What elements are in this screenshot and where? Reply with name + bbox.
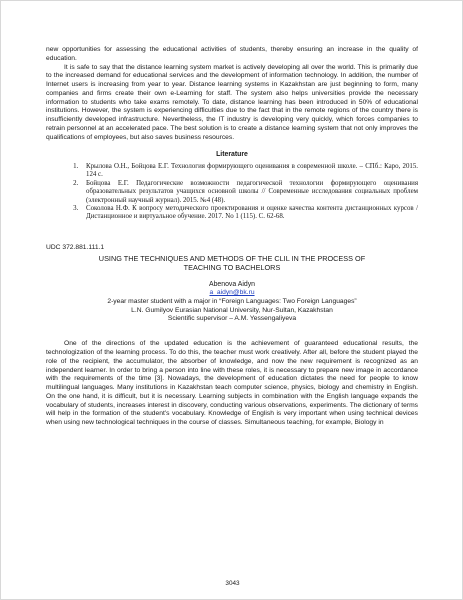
- affiliation-line: L.N. Gumilyov Eurasian National University, Nur-Sultan, Kazakhstan: [131, 306, 333, 314]
- reference-list: [46, 163, 418, 222]
- paragraph-continuation: new opportunities for assessing the educational activities of students, thereby ensuring an increase in the quality of education.: [46, 46, 418, 62]
- literature-heading: Literature: [216, 151, 248, 159]
- page-content: [46, 46, 418, 428]
- article-title-line: TEACHING TO BACHELORS: [183, 262, 281, 272]
- author-name: Abenova Aidyn: [209, 280, 255, 288]
- udc-code: UDC 372.881.111.1: [46, 243, 105, 251]
- reference-item: 1. Крылова О.Н., Бойцова Е.Г. Технология формирующего оценивания в современной школе. – СПб.: Каро, 2015. 124 с.: [80, 163, 418, 180]
- paragraph-distance-learning: It is safe to say that the distance learning system market is actively developing all over the world. This is primarily due to the increased demand for educational services and the development of information technology. In addition, the number of Internet users is increasing from year to year. Distance learning systems in Kazakhstan are just beginning to form, many companies and firms create their own e-Learning for staff. The system also helps universities provide the necessary information to students who take exams remotely. To date, distance learning has been introduced in 50% of educational institutions. However, the system is experiencing difficulties due to the fact that in the remote regions of the country there is insufficiently developed infrastructure. Nevertheless, the IT industry is developing very quickly, which forces companies to retrain personnel at an accelerated pace. The best solution is to create a distance learning system that not only improves the qualifications of employees, but also saves business resources.: [46, 63, 418, 141]
- supervisor-line: Scientific supervisor – A.M. Yessengaliyeva: [167, 314, 297, 322]
- author-affiliation: [46, 298, 418, 323]
- article-title-line: USING THE TECHNIQUES AND METHODS OF THE CLIL IN THE PROCESS OF: [98, 253, 366, 263]
- reference-item: 3. Соколова Н.Ф. К вопросу методического проектирования и оценке качества контента дистанционных курсов / Дистанционное и виртуальное обучение. 2017. No 1 (115). С. 62-68.: [80, 205, 418, 222]
- article-body-paragraph: One of the directions of the updated education is the achievement of guaranteed educational results, the technologization of the learning process. To do this, the teacher must work creatively. After all, before the student played the role of the recipient, the accumulator, the absorber of knowledge, and now the new requirement is recognized as an independent learner. In order to bring a person into line with these roles, it is necessary to prepare new image in accordance with the requirements of the time [3]. Nowadays, the development of education dictates the need for people to know multilingual languages. Many institutions in Kazakhstan teach computer science, physics, biology and chemistry in English. On the one hand, it is difficult, but it is necessary. Learning subjects in combination with the English language expands the vocabulary of students, increases interest in discovery, conducting various observations, experiments. The dictionary of terms will help in the formation of the student’s vocabulary. Knowledge of English is very important when using technical devices when using new technological techniques in the course of classes. Simultaneous teaching, for example, Biology in: [46, 340, 418, 427]
- affiliation-line: 2-year master student with a major in “Foreign Languages: Two Foreign Languages”: [107, 298, 357, 306]
- page-number: 3043: [225, 580, 240, 587]
- article-title: [46, 254, 418, 272]
- reference-item: 2. Бойцова Е.Г. Педагогические возможности педагогической технологии формирующего оценивания образовательных результатов учащихся основной школы // Современные исследования социальных проблем (электронный научный журнал). 2015. №4 (48).: [80, 180, 418, 205]
- author-email-link[interactable]: a_aidyn@bk.ru: [209, 289, 255, 297]
